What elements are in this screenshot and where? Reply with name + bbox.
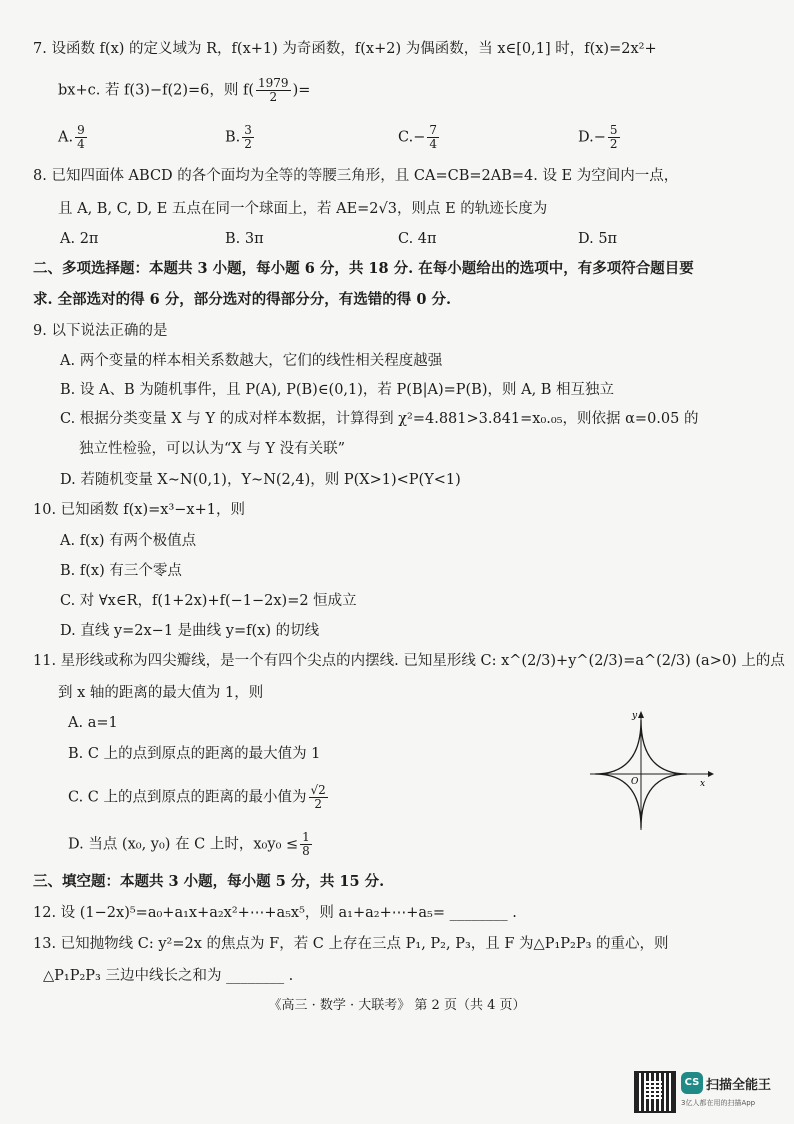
q7-line2-post: )= — [292, 82, 311, 99]
qr-code-icon — [634, 1071, 676, 1113]
q7-option-d-letter: D. — [578, 129, 594, 146]
q7-line1: 7. 设函数 f(x) 的定义域为 R，f(x+1) 为奇函数，f(x+2) 为偶函数，当 x∈[0,1] 时，f(x)=2x²+ — [33, 41, 657, 57]
q8-option-d: D. 5π — [578, 231, 618, 247]
q7-line2-pre: bx+c. 若 f(3)−f(2)=6，则 f( — [58, 82, 255, 99]
q7-line2 — [58, 77, 310, 104]
q7-option-c-frac — [427, 124, 439, 151]
q9-option-c-line2: 独立性检验，可以认为“X 与 Y 没有关联” — [79, 441, 346, 457]
q7-option-c — [398, 124, 441, 151]
q7-option-c-letter: C. — [398, 129, 414, 146]
q8-line1: 8. 已知四面体 ABCD 的各个面均为全等的等腰三角形，且 CA=CB=2AB=4. 设 E 为空间内一点， — [33, 168, 679, 184]
q11-line2: 到 x 轴的距离的最大值为 1，则 — [58, 685, 264, 701]
x-axis-arrow — [708, 771, 714, 777]
q13-line2: △P₁P₂P₃ 三边中线长之和为 ________ . — [43, 968, 294, 984]
q11-option-c-den: 2 — [314, 797, 322, 811]
q7-option-a-den: 4 — [77, 137, 85, 151]
q11-option-d-text: D. 当点 (x₀, y₀) 在 C 上时，x₀y₀ ≤ — [68, 836, 299, 853]
q9-option-d: D. 若随机变量 X∼N(0,1)，Y∼N(2,4)，则 P(X>1)<P(Y<1) — [60, 472, 461, 488]
q11-option-c-frac — [309, 784, 328, 811]
q10-option-a: A. f(x) 有两个极值点 — [60, 533, 197, 549]
q7-option-d-sign: − — [593, 129, 606, 146]
q7-option-d — [578, 124, 622, 151]
q7-fraction — [256, 77, 291, 104]
camscanner-name: 扫描全能王 — [706, 1078, 772, 1093]
q8-line2: 且 A, B, C, D, E 五点在同一个球面上，若 AE=2√3，则点 E 的轨迹长度为 — [58, 201, 548, 217]
q7-option-b — [225, 124, 256, 151]
page-footer: 《高三 · 数学 · 大联考》 第 2 页（共 4 页） — [268, 998, 526, 1013]
q7-option-c-sign: − — [413, 129, 426, 146]
q7-option-b-letter: B. — [225, 129, 241, 146]
q10-option-c: C. 对 ∀x∈R，f(1+2x)+f(−1−2x)=2 恒成立 — [60, 593, 357, 609]
q12-text: 12. 设 (1−2x)⁵=a₀+a₁x+a₂x²+⋯+a₅x⁵，则 a₁+a₂+⋯+a₅= ________ . — [33, 905, 517, 921]
q7-option-a — [58, 124, 89, 151]
q11-option-c — [68, 784, 330, 811]
q8-option-c: C. 4π — [398, 231, 437, 247]
q7-option-a-frac — [75, 124, 87, 151]
q7-option-a-num: 9 — [77, 123, 85, 137]
q8-option-a: A. 2π — [60, 231, 99, 247]
x-label: x — [700, 779, 706, 789]
q7-option-d-num: 5 — [609, 123, 618, 137]
q10-option-d: D. 直线 y=2x−1 是曲线 y=f(x) 的切线 — [60, 623, 320, 639]
origin-label: O — [631, 777, 639, 787]
q7-frac-num: 1979 — [258, 76, 289, 90]
section2-line1: 二、多项选择题：本题共 3 小题，每小题 6 分，共 18 分. 在每小题给出的选项中，有多项符合题目要 — [33, 260, 694, 277]
q11-option-c-text: C. C 上的点到原点的距离的最小值为 — [68, 789, 307, 806]
q7-option-b-num: 3 — [244, 123, 252, 137]
y-axis-arrow — [638, 711, 644, 718]
q11-option-c-num: √2 — [310, 783, 326, 797]
camscanner-tagline: 3亿人都在用的扫描App — [681, 1099, 756, 1107]
astroid-graph — [572, 708, 718, 834]
q11-option-d-frac — [300, 831, 312, 858]
q8-option-b: B. 3π — [225, 231, 264, 247]
camscanner-logo-icon: CS — [681, 1072, 703, 1094]
q9-option-b: B. 设 A、B 为随机事件，且 P(A), P(B)∈(0,1)，若 P(B|A)=P(B)，则 A, B 相互独立 — [60, 382, 615, 398]
q11-option-a: A. a=1 — [68, 715, 118, 731]
q7-option-d-frac — [608, 124, 620, 151]
q11-option-d-num: 1 — [302, 830, 310, 844]
q7-option-d-den: 2 — [609, 137, 618, 151]
q9-option-a: A. 两个变量的样本相关系数越大，它们的线性相关程度越强 — [60, 353, 443, 369]
q13-line1: 13. 已知抛物线 C: y²=2x 的焦点为 F，若 C 上存在三点 P₁, P₂, P₃，且 F 为△P₁P₂P₃ 的重心，则 — [33, 936, 669, 952]
q10-option-b: B. f(x) 有三个零点 — [60, 563, 182, 579]
section3-title: 三、填空题：本题共 3 小题，每小题 5 分，共 15 分. — [33, 873, 385, 890]
q11-option-d-den: 8 — [302, 844, 310, 858]
q11-option-b: B. C 上的点到原点的距离的最大值为 1 — [68, 746, 321, 762]
q7-option-b-den: 2 — [244, 137, 252, 151]
q7-frac-den: 2 — [269, 90, 278, 104]
q11-line1: 11. 星形线或称为四尖瓣线，是一个有四个尖点的内摆线. 已知星形线 C: x^(2/3)+y^(2/3)=a^(2/3) (a>0) 上的点 — [33, 653, 785, 669]
section2-line2: 求. 全部选对的得 6 分，部分选对的得部分分，有选错的得 0 分. — [33, 291, 452, 308]
q7-option-b-frac — [242, 124, 254, 151]
q9-option-c-line1: C. 根据分类变量 X 与 Y 的成对样本数据，计算得到 χ²=4.881>3.841=x₀.₀₅，则依据 α=0.05 的 — [60, 411, 699, 427]
q9-stem: 9. 以下说法正确的是 — [33, 323, 168, 339]
q7-option-c-den: 4 — [429, 137, 437, 151]
q7-option-a-letter: A. — [58, 129, 74, 146]
q11-option-d — [68, 831, 314, 858]
q7-option-c-num: 7 — [429, 123, 437, 137]
q10-stem: 10. 已知函数 f(x)=x³−x+1，则 — [33, 502, 245, 518]
y-label: y — [632, 711, 638, 721]
